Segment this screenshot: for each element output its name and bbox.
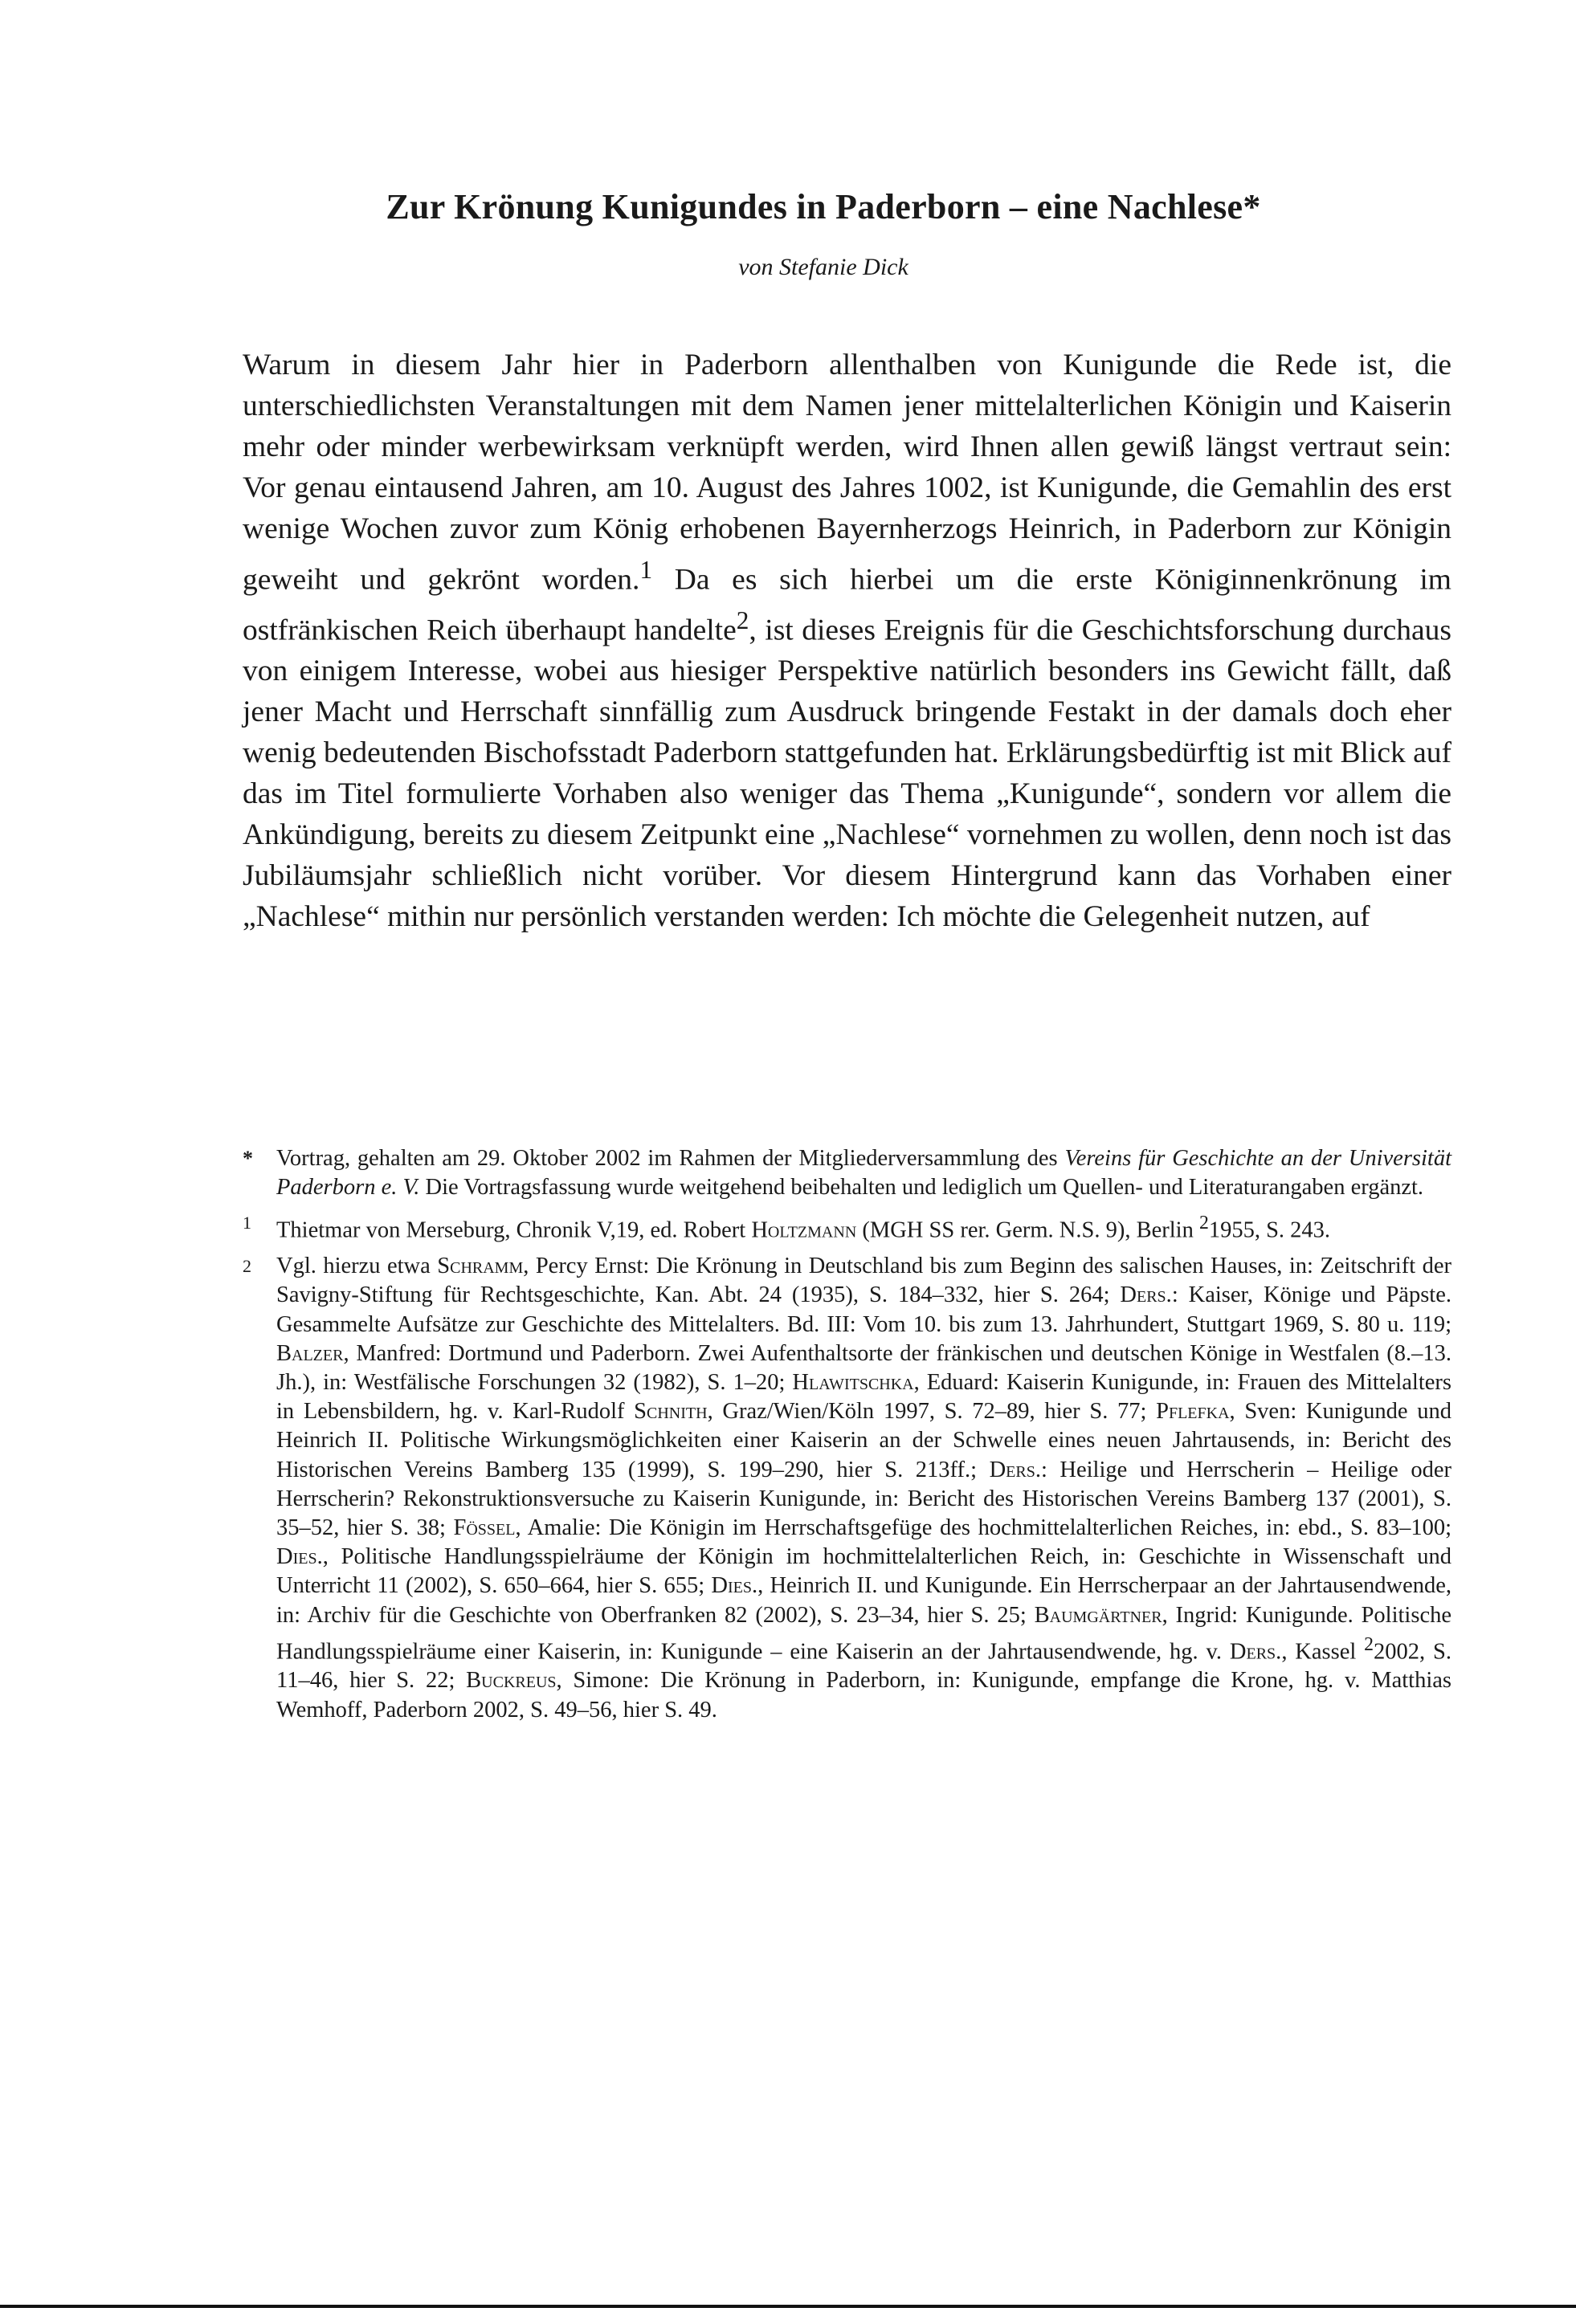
author-line: von Stefanie Dick <box>738 254 908 280</box>
footnote-2 <box>243 1252 1451 1725</box>
footnote-text: , Ingrid: Kunigunde. Politische Handlungsspielräume einer Kaiserin, in: Kunigunde – eine Kaiserin an der Jahrtausendwende, hg. v. <box>276 1602 1451 1665</box>
footnote-text: , Eduard: Kaiserin Kunigunde, in: Frauen des Mittelalters in Lebensbildern, hg. v. Karl-Rudolf <box>276 1369 1451 1425</box>
author-name: Ders. <box>989 1457 1041 1482</box>
footnote-text: , Amalie: Die Königin im Herrschaftsgefüge des hochmittelalterlichen Reiches, in: ebd., S. 83–100; <box>515 1515 1451 1540</box>
footnote-text: : Kaiser, Könige und Päpste. Gesammelte Aufsätze zur Geschichte des Mittelalters. Bd. III: Vom 10. bis zum 13. Jahrhundert, Stuttgart 1969, S. 80 u. 119; <box>276 1282 1451 1337</box>
footnote-star <box>243 1144 1451 1202</box>
article-title: Zur Krönung Kunigundes in Paderborn – eine Nachlese* <box>386 187 1261 226</box>
footnote-text: , Heinrich II. und Kunigunde. Ein Herrscherpaar an der Jahrtausendwende, in: Archiv für die Geschichte von Oberfranken 82 (2002), S. 23–34, hier S. 25; <box>276 1573 1451 1628</box>
footnote-text: , Graz/Wien/Köln 1997, S. 72–89, hier S. 77; <box>707 1399 1157 1425</box>
footnote-text: (MGH SS rer. Germ. N.S. 9), Berlin <box>856 1217 1199 1243</box>
footnote-text: , Manfred: Dortmund und Paderborn. Zwei Aufenthaltsorte der fränkischen und deutschen Könige in Westfalen (8.–13. Jh.), in: Westfälische Forschungen 32 (1982), S. 1–20; <box>276 1340 1451 1395</box>
author-name: Ders. <box>1120 1282 1172 1308</box>
body-text-part: Da es sich hierbei um die erste Königinnenkrönung im ostfränkischen Reich überhaupt handelte <box>243 563 1451 647</box>
edition-number: 2 <box>1198 1213 1209 1234</box>
footnote-mark: 2 <box>243 1256 251 1277</box>
footnotes <box>243 1144 1451 1731</box>
footnote-1 <box>243 1209 1451 1246</box>
body-text-part: Warum in diesem Jahr hier in Paderborn allenthalben von Kunigunde die Rede ist, die unterschiedlichsten Veranstaltungen mit dem Namen jener mittelalterlichen Königin und Kaiserin mehr oder minder werbewirksam verknüpft werden, wird Ihnen allen gewiß längst vertraut sein: Vor genau eintausend Jahren, am 10. August des Jahres 1002, ist Kunigunde, die Gemahlin des erst wenige Wochen zuvor zum König erhobenen Bayernherzogs Heinrich, in Paderborn zur Königin geweiht und gekrönt worden. <box>243 349 1451 597</box>
footnote-text: Thietmar von Merseburg, Chronik V,19, ed. Robert <box>276 1217 752 1243</box>
footnote-text: Die Vortragsfassung wurde weitgehend beibehalten und lediglich um Quellen- und Literaturangaben ergänzt. <box>419 1175 1424 1201</box>
author-name: Pflefka <box>1156 1399 1230 1425</box>
author-name: Dies. <box>276 1544 323 1570</box>
footnote-text: Vgl. hierzu etwa <box>276 1254 438 1279</box>
author-name: Balzer <box>276 1340 344 1366</box>
author-name: Schramm <box>437 1254 524 1279</box>
footnote-text: , Kassel <box>1281 1639 1365 1665</box>
author-name: Hlawitschka <box>792 1369 914 1395</box>
footnote-mark: * <box>243 1147 253 1170</box>
footnote-text: , Simone: Die Krönung in Paderborn, in: Kunigunde, empfange die Krone, hg. v. Matthias Wemhoff, Paderborn 2002, S. 49–56, hier S. 49. <box>276 1668 1451 1723</box>
footnote-mark: 1 <box>243 1213 251 1233</box>
author-name: Fössel <box>453 1515 516 1540</box>
footnote-text: : Heilige und Herrscherin – Heilige oder Herrscherin? Rekonstruktionsversuche zu Kaiserin Kunigunde, in: Bericht des Historischen Vereins Bamberg 137 (2001), S. 35–52, hier S. 38; <box>276 1457 1451 1540</box>
footnote-text: Vortrag, gehalten am 29. Oktober 2002 im Rahmen der Mitgliederversammlung des <box>276 1146 1065 1171</box>
footnote-text: 1955, S. 243. <box>1208 1217 1331 1243</box>
page-bottom-rule <box>0 2305 1576 2308</box>
footnote-text: , Politische Handlungsspielräume der Königin im hochmittelalterlichen Reich, in: Geschichte in Wissenschaft und Unterricht 11 (2002), S. 650–664, hier S. 655; <box>276 1544 1451 1599</box>
footnote-text: , Percy Ernst: Die Krönung in Deutschland bis zum Beginn des salischen Hauses, in: Zeitschrift der Savigny-Stiftung für Rechtsgeschichte, Kan. Abt. 24 (1935), S. 184–332, hier S. 264; <box>276 1254 1451 1308</box>
author-name: Holtzmann <box>751 1217 857 1243</box>
footnote-text: 2002, S. 11–46, hier S. 22; <box>276 1639 1451 1694</box>
author-name: Buckreus <box>466 1668 557 1694</box>
edition-number: 2 <box>1364 1633 1374 1655</box>
author-name: Ders. <box>1229 1639 1282 1665</box>
footnote-text: , Sven: Kunigunde und Heinrich II. Politische Wirkungsmöglichkeiten einer Kaiserin an der Schwelle eines neuen Jahrtausends, in: Bericht des Historischen Vereins Bamberg 135 (1999), S. 199–290, hier S. 213ff.; <box>276 1399 1451 1482</box>
footnote-ref-2[interactable]: 2 <box>736 605 749 634</box>
footnote-italic-text: Vereins für Geschichte an der Universität Paderborn e. V. <box>276 1146 1452 1201</box>
author-name: Schnith <box>634 1399 708 1425</box>
body-paragraph <box>243 345 1451 938</box>
author-name: Baumgärtner <box>1034 1602 1162 1628</box>
author-name: Dies. <box>711 1573 758 1599</box>
footnote-ref-1[interactable]: 1 <box>639 555 653 584</box>
body-text-part: , ist dieses Ereignis für die Geschichtsforschung durchaus von einigem Interesse, wobei aus hiesiger Perspektive natürlich besonders ins Gewicht fällt, daß jener Macht und Herrschaft sinnfällig zum Ausdruck bringende Festakt in der damals doch eher wenig bedeutenden Bischofsstadt Paderborn stattgefunden hat. Erklärungsbedürftig ist mit Blick auf das im Titel formulierte Vorhaben also weniger das Thema „Kunigunde“, sondern vor allem die Ankündigung, bereits zu diesem Zeitpunkt eine „Nachlese“ vornehmen zu wollen, denn noch ist das Jubiläumsjahr schließlich nicht vorüber. Vor diesem Hintergrund kann das Vorhaben einer „Nachlese“ mithin nur persönlich verstanden werden: Ich möchte die Gelegenheit nutzen, auf <box>243 614 1451 933</box>
